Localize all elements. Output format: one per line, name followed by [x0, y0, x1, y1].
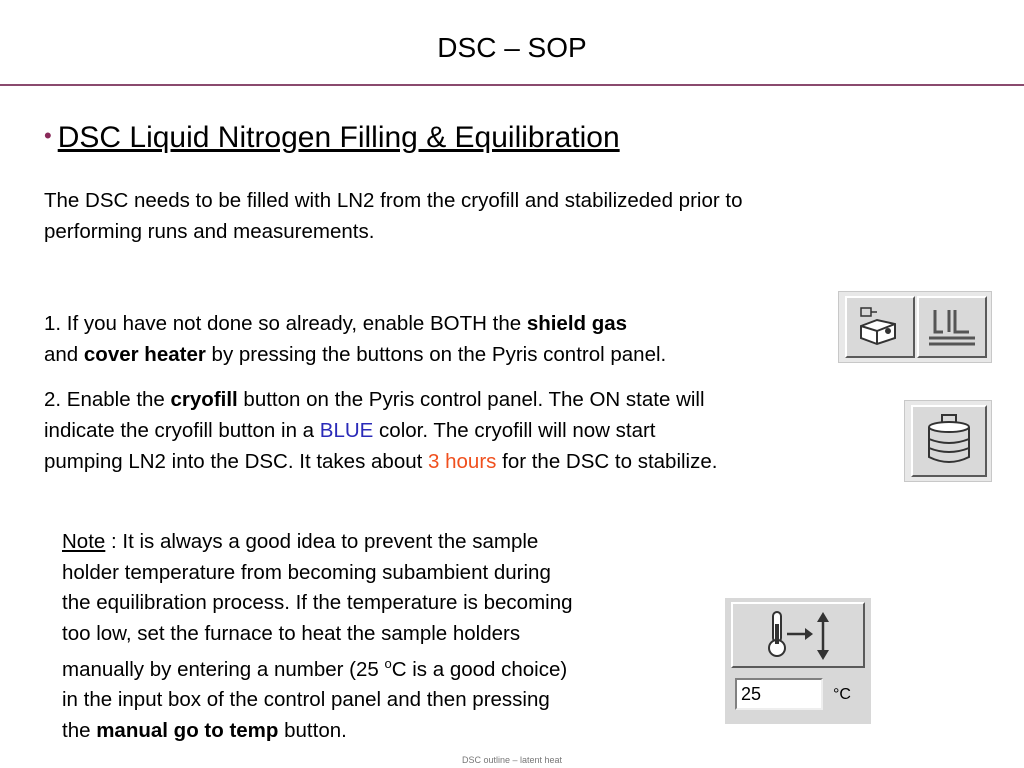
- bullet-icon: •: [44, 123, 52, 148]
- shield-cover-button-group: [838, 291, 992, 363]
- manual-go-to-temp-button[interactable]: [731, 602, 865, 668]
- step-1-line-1: [44, 308, 666, 339]
- cover-heater-icon: [919, 298, 985, 356]
- note-paragraph: [62, 527, 573, 746]
- note-line-5: [62, 649, 573, 685]
- shield-gas-term: shield gas: [526, 312, 628, 335]
- note-text: C is a good choice): [391, 657, 568, 681]
- cryofill-button[interactable]: [911, 405, 987, 477]
- note-text: button.: [278, 718, 347, 742]
- step-1-text: 1. If you have not done so already, enable BOTH the: [44, 312, 527, 335]
- cryofill-button-frame: [904, 400, 992, 482]
- slide-title: DSC – SOP: [437, 32, 587, 63]
- section-heading: [44, 121, 620, 155]
- step-2-text: button on the Pyris control panel. The ON state will: [237, 388, 705, 411]
- cryofill-icon: [913, 407, 985, 475]
- intro-paragraph: [44, 185, 742, 247]
- step-2-text: color. The cryofill will now start: [373, 419, 656, 442]
- step-2-line-2: [44, 415, 717, 446]
- cover-heater-button[interactable]: [917, 296, 987, 358]
- step-2: [44, 384, 717, 477]
- step-1-text: by pressing the buttons on the Pyris control panel.: [205, 343, 667, 366]
- shield-gas-button[interactable]: [845, 296, 915, 358]
- blue-word: BLUE: [319, 419, 374, 442]
- step-1-text: and: [44, 343, 84, 366]
- note-text: manually by entering a number (25: [62, 657, 385, 681]
- intro-line-2: performing runs and measurements.: [44, 220, 375, 243]
- manual-go-to-temp-term: manual go to temp: [96, 718, 279, 742]
- note-line-2: holder temperature from becoming subambient during: [62, 560, 551, 584]
- step-2-text: indicate the cryofill button in a: [44, 419, 320, 442]
- shield-gas-icon: [847, 298, 913, 356]
- step-2-line-1: [44, 384, 717, 415]
- note-text: the: [62, 718, 97, 742]
- manual-temp-panel: [725, 598, 871, 724]
- note-line-7: [62, 716, 573, 747]
- cryofill-term: cryofill: [170, 388, 238, 411]
- slide-footer: DSC outline – latent heat: [461, 755, 563, 765]
- degree-superscript: o: [384, 656, 392, 671]
- step-2-line-3: [44, 446, 717, 477]
- step-1-line-2: [44, 339, 666, 370]
- note-line-3: the equilibration process. If the temperature is becoming: [62, 591, 573, 614]
- step-1: [44, 308, 666, 370]
- duration-highlight: 3 hours: [428, 450, 497, 473]
- note-line-6: in the input box of the control panel and then pressing: [62, 688, 550, 712]
- note-text: : It is always a good idea to prevent the sample: [105, 530, 539, 553]
- title-divider: [0, 84, 1024, 86]
- intro-line-1: The DSC needs to be filled with LN2 from the cryofill and stabilizeded prior to: [44, 189, 743, 212]
- note-line-1: [62, 527, 573, 558]
- temperature-unit: °C: [833, 686, 851, 703]
- note-label: Note: [62, 530, 106, 553]
- step-2-text: for the DSC to stabilize.: [496, 450, 718, 473]
- note-line-4: too low, set the furnace to heat the sample holders: [62, 621, 521, 645]
- step-2-text: 2. Enable the: [44, 388, 171, 411]
- step-2-text: pumping LN2 into the DSC. It takes about: [44, 450, 429, 473]
- manual-go-to-temp-icon: [733, 604, 863, 666]
- cover-heater-term: cover heater: [83, 343, 206, 366]
- heading-text: DSC Liquid Nitrogen Filling & Equilibration: [57, 121, 620, 154]
- temperature-input[interactable]: [735, 678, 823, 710]
